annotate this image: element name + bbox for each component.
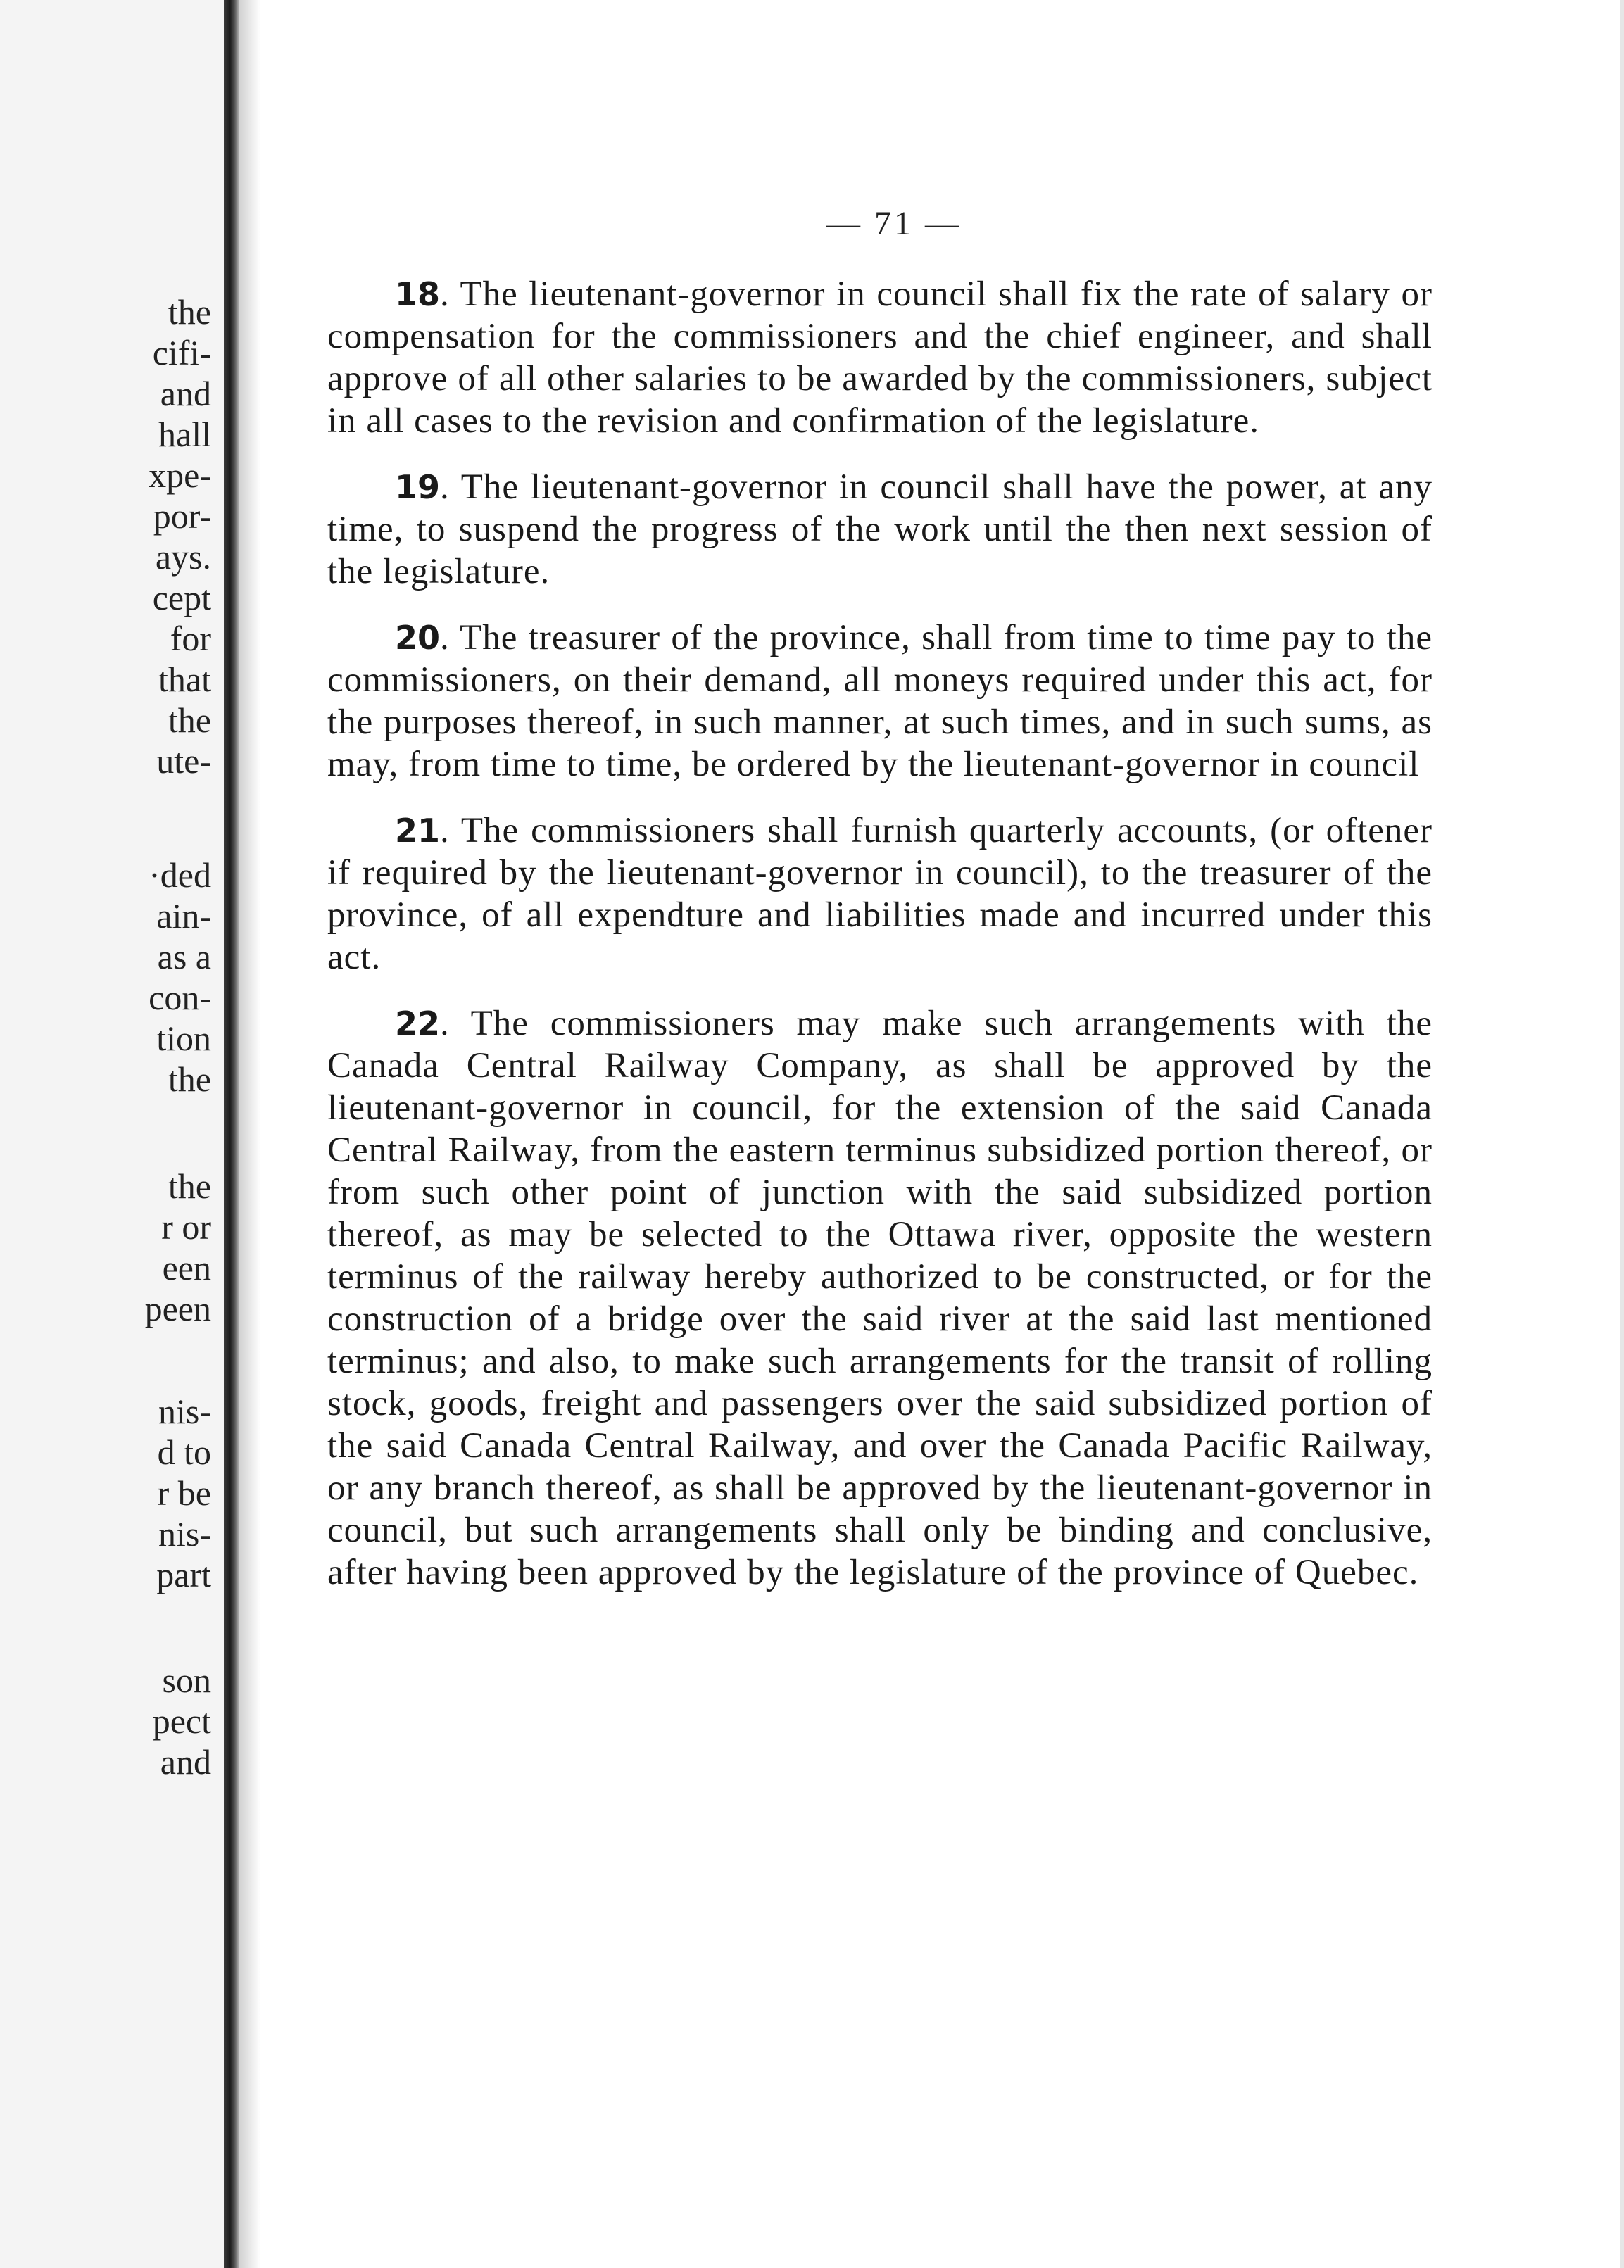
section-text: The treasurer of the province, shall from time to time pay to the commissioners, on their demand, all moneys required under this act, for the purposes thereof, in such manner, at such times, and in such sums, as may, from time to time, be ordered by the lieutenant-governor in council	[327, 618, 1433, 784]
section-text: The lieutenant-governor in council shall have the power, at any time, to suspend the progress of the work until the then next session of the legislature.	[327, 467, 1433, 591]
page-number: — 71 —	[826, 205, 962, 242]
section-number: 19	[395, 468, 441, 506]
left-fragment: cept	[152, 578, 211, 617]
gutter-shadow	[239, 0, 260, 2268]
left-fragment: the	[168, 1059, 211, 1099]
left-fragment: pect	[152, 1701, 211, 1741]
left-fragment: con-	[149, 978, 211, 1017]
left-fragment: the	[168, 700, 211, 740]
left-fragment: tion	[156, 1019, 211, 1058]
left-fragment: nis-	[158, 1514, 211, 1554]
section-19: 19. The lieutenant-governor in council shall have the power, at any time, to suspend the progress of the work until the then next session of the legislature.	[327, 467, 1433, 591]
section-20: 20. The treasurer of the province, shall from time to time pay to the commissioners, on their demand, all moneys required under this act, for the purposes thereof, in such manner, at such times, and in such sums, as may, from time to time, be ordered by the lieutenant-governor in council	[327, 618, 1433, 784]
section-text: The commissioners may make such arrangements with the Canada Central Railway Company, as shall be approved by the lieutenant-governor in council, for the extension of the said Canada Central Railway, from the eastern terminus subsidized portion thereof, or from such other point of junction with the said subsidized portion thereof, as may be selected to the Ottawa river, opposite the western terminus of the railway hereby authorized to be constructed, or for the construction of a bridge over the said river at the said last mentioned terminus; and also, to make such arrangements for the transit of rolling stock, goods, freight and passengers over the said subsidized portion of the said Canada Central Railway, and over the Canada Pacific Railway, or any branch thereof, as shall be approved by the lieutenant-governor in council, but such arrangements shall only be binding and conclusive, after having been approved by the legislature of the province of Quebec.	[327, 1004, 1433, 1592]
left-fragment: r or	[161, 1207, 211, 1247]
section-22: 22. The commissioners may make such arrangements with the Canada Central Railway Company, as shall be approved by the lieutenant-governor in council, for the extension of the said Canada Central Railway, from the eastern terminus subsidized portion thereof, or from such other point of junction with the said subsidized portion thereof, as may be selected to the Ottawa river, opposite the western terminus of the railway hereby authorized to be constructed, or for the construction of a bridge over the said river at the said last mentioned terminus; and also, to make such arrangements for the transit of rolling stock, goods, freight and passengers over the said subsidized portion of the said Canada Central Railway, and over the Canada Pacific Railway, or any branch thereof, as shall be approved by the lieutenant-governor in council, but such arrangements shall only be binding and conclusive, after having been approved by the legislature of the province of Quebec.	[327, 1004, 1433, 1592]
left-fragment: peen	[144, 1289, 211, 1328]
left-fragment: nis-	[158, 1392, 211, 1431]
book-spine	[224, 0, 239, 2268]
left-fragment: por-	[153, 496, 211, 536]
left-fragment: that	[158, 660, 211, 699]
left-fragment: and	[160, 374, 211, 413]
left-fragment: d to	[157, 1432, 211, 1472]
left-fragment: the	[168, 1166, 211, 1206]
left-fragment: for	[170, 619, 211, 658]
section-text: The commissioners shall furnish quarterly accounts, (or oftener if required by the lieutenant-governor in council), to the treasurer of the province, of all expendture and liabilities made and incurred under this act.	[327, 811, 1433, 977]
section-text: The lieutenant-governor in council shall fix the rate of salary or compensation for the commissioners and the chief engineer, and shall approve of all other salaries to be awarded by the commissioners, subject in all cases to the revision and confirmation of the legislature.	[327, 275, 1433, 441]
left-fragment: ays.	[155, 537, 211, 577]
left-fragment: as a	[157, 937, 211, 976]
left-fragment: cifi-	[152, 333, 211, 372]
left-fragment: r be	[157, 1473, 211, 1513]
section-number: 18	[395, 275, 441, 313]
left-fragment: part	[156, 1555, 211, 1594]
section-number: 21	[395, 812, 441, 850]
left-fragment: son	[162, 1661, 211, 1700]
left-fragment: een	[162, 1248, 211, 1287]
section-18: 18. The lieutenant-governor in council shall fix the rate of salary or compensation for the commissioners and the chief engineer, and shall approve of all other salaries to be awarded by the commissioners, subject in all cases to the revision and confirmation of the legislature.	[327, 275, 1433, 441]
left-fragment: hall	[158, 415, 211, 454]
left-fragment: ain-	[156, 896, 211, 935]
page-edge	[1620, 0, 1624, 2268]
left-fragment: ·ded	[149, 855, 211, 895]
page-body	[327, 273, 1433, 1618]
left-fragment: the	[168, 292, 211, 332]
left-page-text-fragments	[0, 0, 211, 2268]
section-number: 22	[395, 1004, 441, 1042]
section-number: 20	[395, 619, 441, 657]
section-21: 21. The commissioners shall furnish quarterly accounts, (or oftener if required by the lieutenant-governor in council), to the treasurer of the province, of all expendture and liabilities made and incurred under this act.	[327, 811, 1433, 977]
left-fragment: ute-	[156, 741, 211, 781]
left-fragment: xpe-	[149, 455, 211, 495]
left-fragment: and	[160, 1742, 211, 1782]
